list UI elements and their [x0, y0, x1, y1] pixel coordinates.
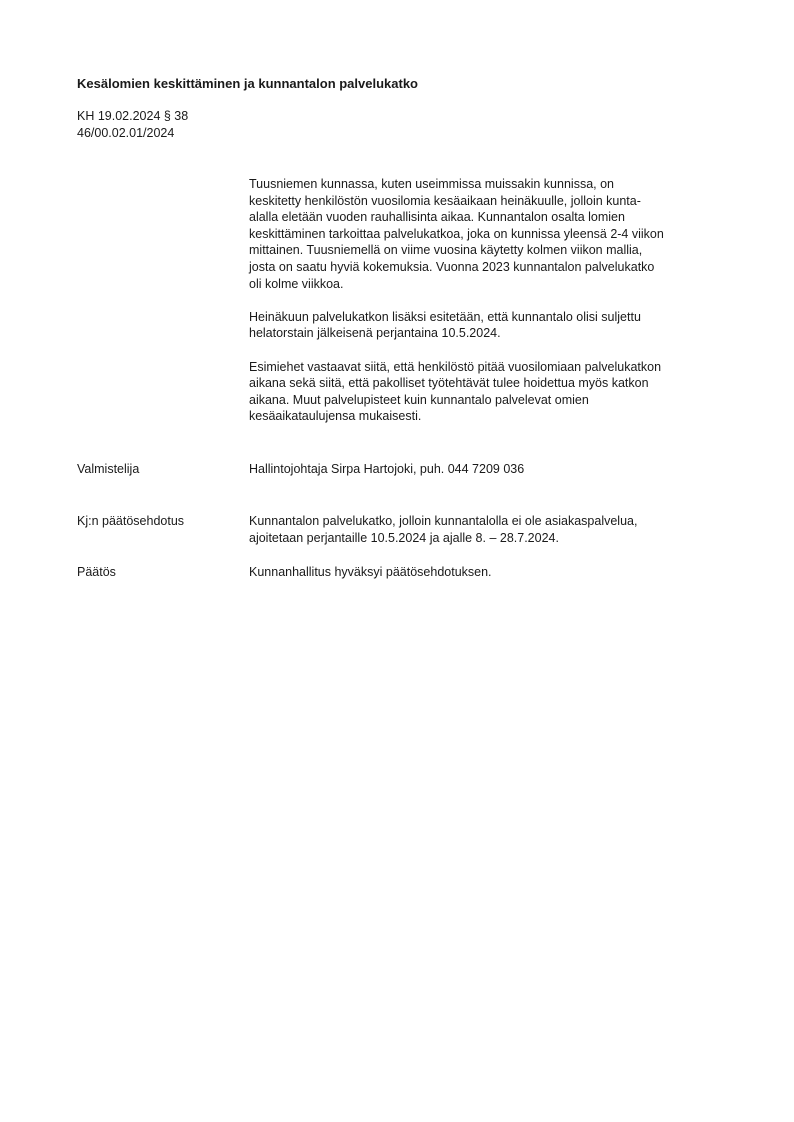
document-title: Kesälomien keskittäminen ja kunnantalon palvelukatko — [77, 76, 418, 91]
proposal-label: Kj:n päätösehdotus — [77, 514, 185, 528]
record-id: 46/00.02.01/2024 — [77, 125, 175, 140]
body-paragraph: Tuusniemen kunnassa, kuten useimmissa muissakin kunnissa, on keskitetty henkilöstön vuosilomia kesäaikaan heinäkuulle, jolloin kunta- alalla eletään vuoden rauhallisinta aikaa. Kunnantalon osalta lomien keskittäminen tarkoittaa palvelukatkoa, joka on kunnissa yleensä 2-4 viikon mittainen. Tuusniemellä on viime vuosina käytetty kolmen viikon mallia, josta on saatu hyviä kokemuksia. Vuonna 2023 kunnantalon palvelukatko oli kolme viikkoa. — [249, 177, 664, 291]
body-paragraph: Heinäkuun palvelukatkon lisäksi esitetään, että kunnantalo olisi suljettu helatorstain jälkeisenä perjantaina 10.5.2024. — [249, 309, 641, 341]
preparer-value: Hallintojohtaja Sirpa Hartojoki, puh. 044 7209 036 — [249, 462, 525, 476]
decision-value: Kunnanhallitus hyväksyi päätösehdotuksen. — [249, 565, 492, 579]
meeting-reference: KH 19.02.2024 § 38 — [77, 109, 189, 123]
document-body — [249, 176, 739, 442]
body-paragraph: Esimiehet vastaavat siitä, että henkilöstö pitää vuosilomiaan palvelukatkon aikana sekä siitä, että pakolliset työtehtävät tulee hoidettua myös katkon aikana. Muut palvelupisteet kuin kunnantalo palvelevat omien kesäaikataulujensa mukaisesti. — [249, 359, 662, 424]
document-meta — [77, 108, 188, 141]
decision-label: Päätös — [77, 565, 116, 579]
preparer-label: Valmistelija — [77, 462, 140, 476]
proposal-value: Kunnantalon palvelukatko, jolloin kunnantalolla ei ole asiakaspalvelua, ajoitetaan perjantaille 10.5.2024 ja ajalle 8. – 28.7.2024. — [249, 514, 638, 545]
